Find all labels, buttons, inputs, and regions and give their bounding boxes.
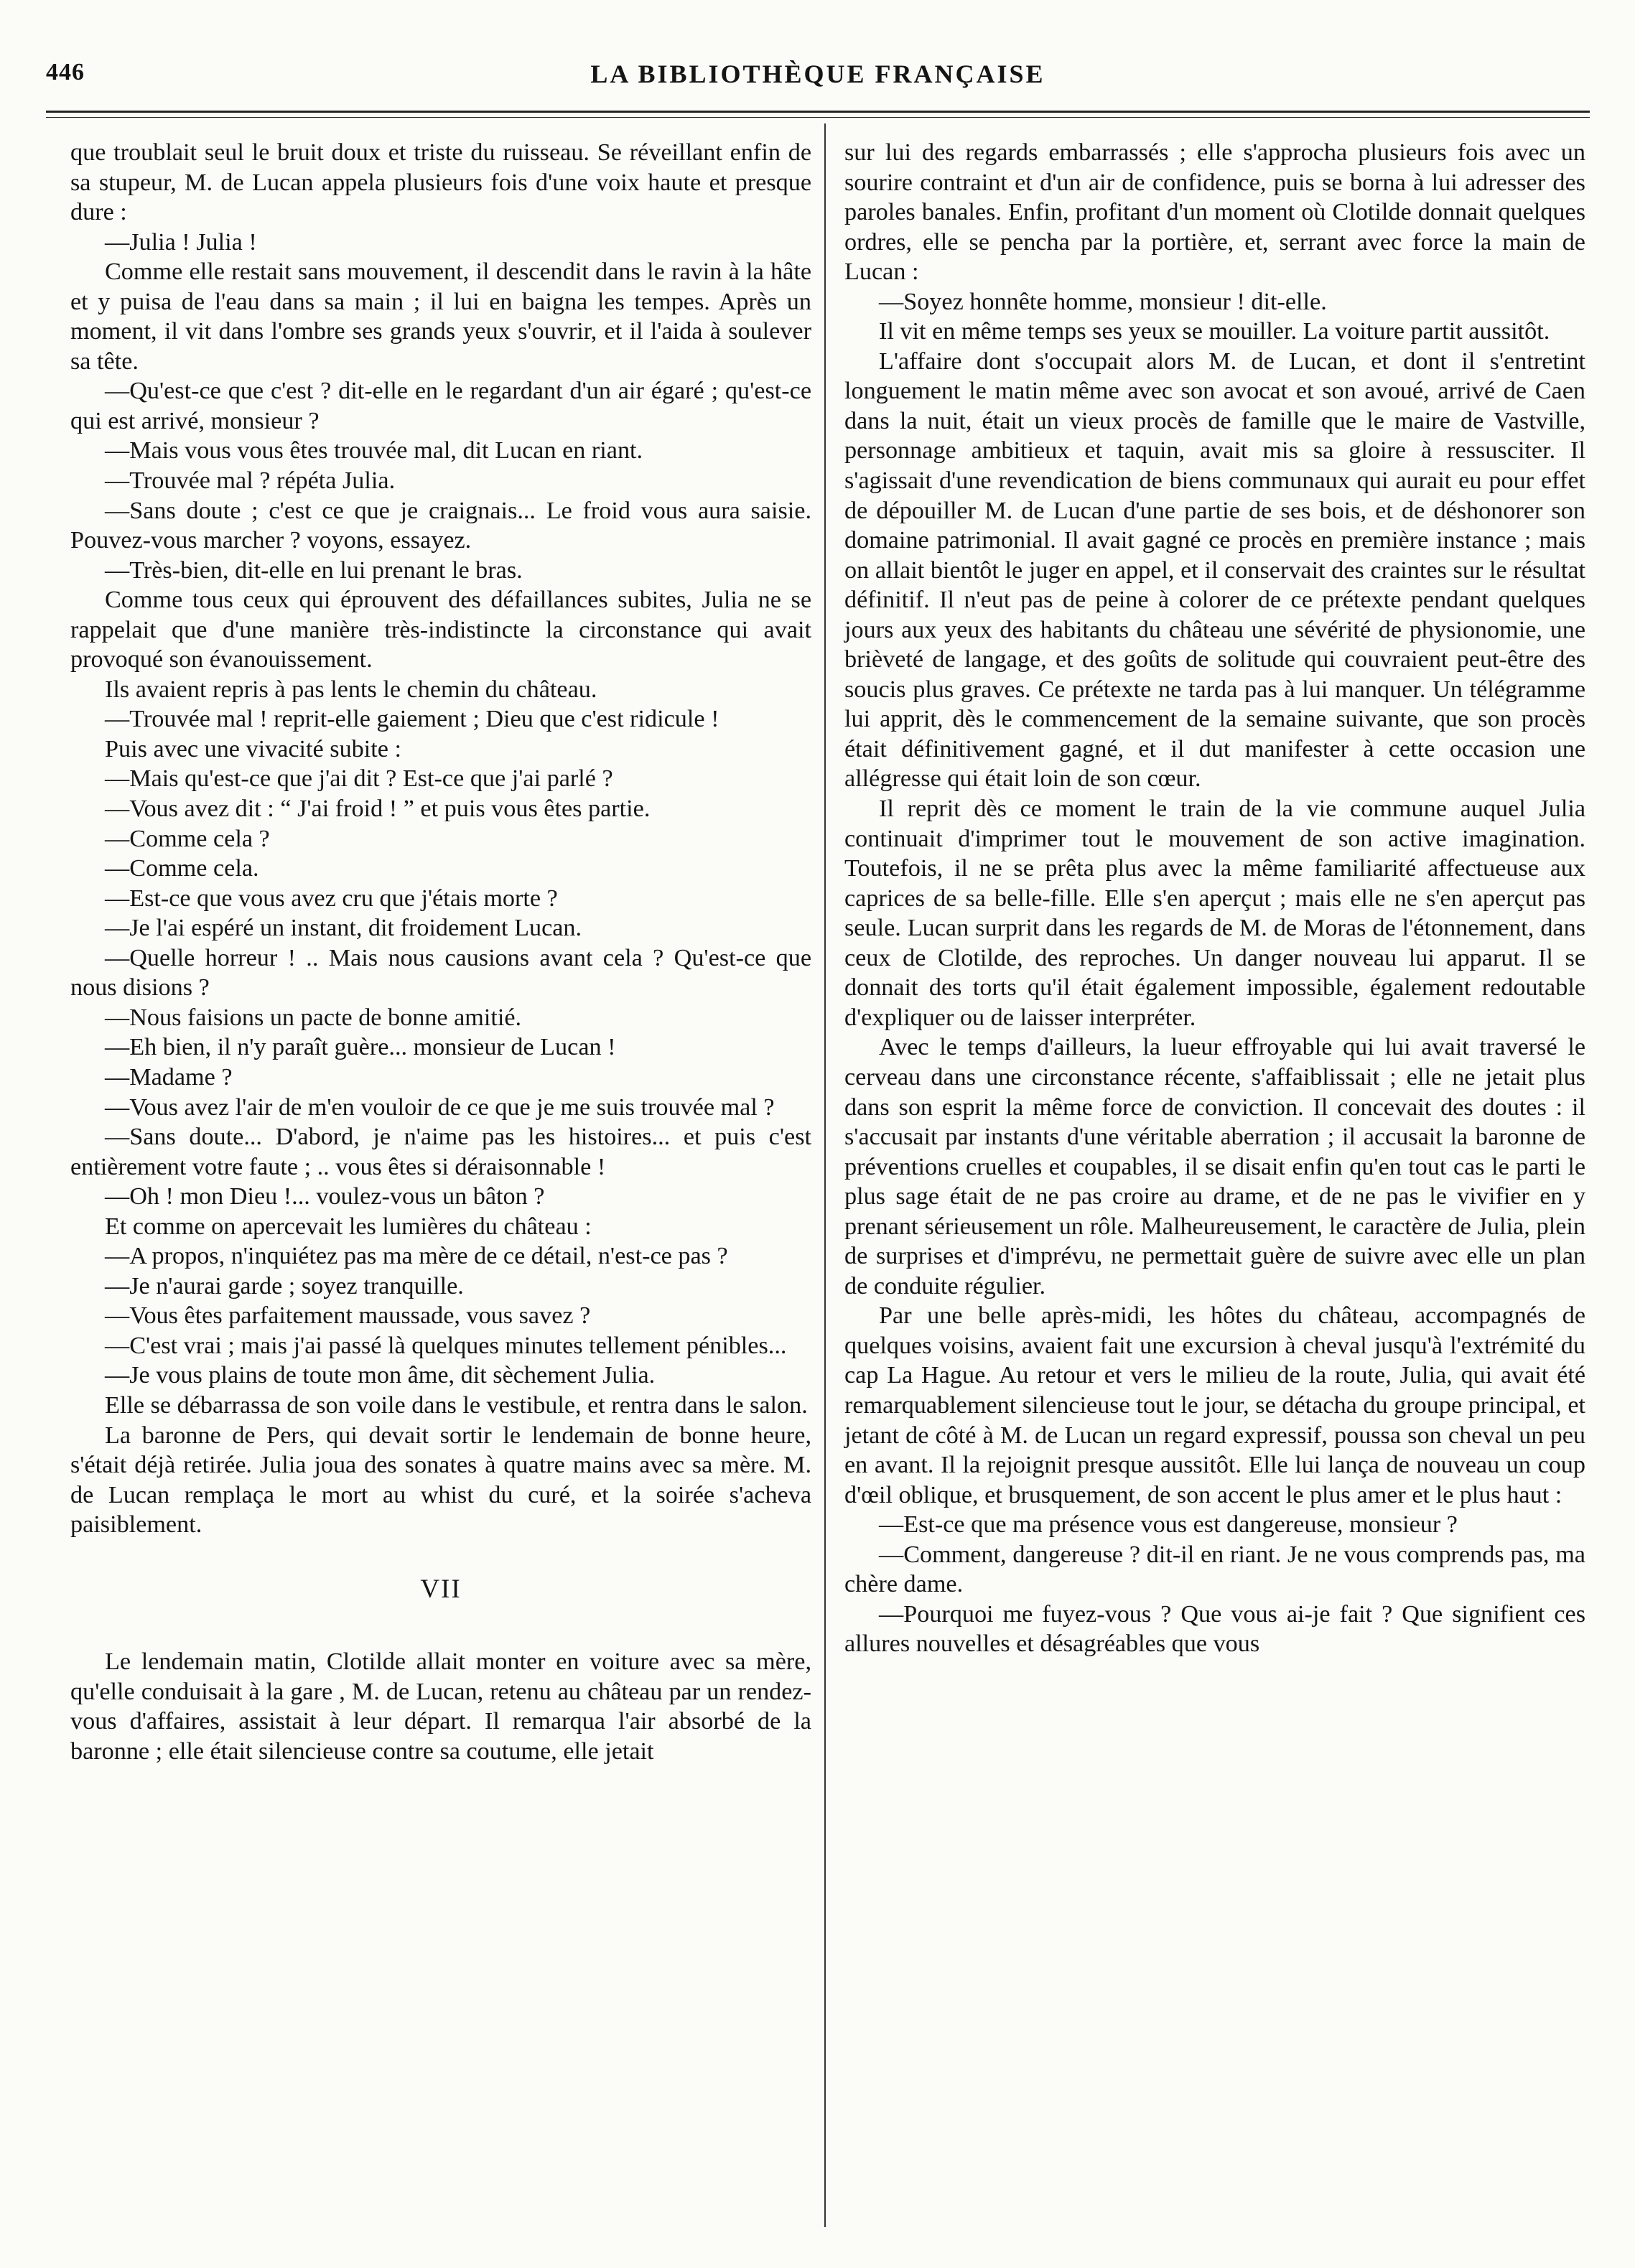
paragraph: —Trouvée mal ? répéta Julia. xyxy=(105,467,396,495)
paragraph: —Eh bien, il n'y paraît guère... monsieur de Lucan ! xyxy=(105,1034,616,1061)
paragraph: —C'est vrai ; mais j'ai passé là quelques minutes tellement pénibles... xyxy=(105,1332,787,1359)
paragraph: —Vous avez l'air de m'en vouloir de ce que je me suis trouvée mal ? xyxy=(105,1093,775,1121)
page-header xyxy=(46,59,1590,102)
paragraph: —Sans doute ; c'est ce que je craignais... Le froid vous aura saisie. Pouvez-vous marcher ? voyons, essayez. xyxy=(70,497,811,554)
paragraph: —Mais vous vous êtes trouvée mal, dit Lucan en riant. xyxy=(105,437,643,465)
paragraph: —Comment, dangereuse ? dit-il en riant. Je ne vous comprends pas, ma chère dame. xyxy=(844,1541,1585,1598)
paragraph: —Qu'est-ce que c'est ? dit-elle en le regardant d'un air égaré ; qu'est-ce qui est arrivé, monsieur ? xyxy=(70,378,811,434)
paragraph: —Très-bien, dit-elle en lui prenant le bras. xyxy=(105,556,523,584)
paragraph: Comme tous ceux qui éprouvent des défaillances subites, Julia ne se rappelait que d'une manière très-indistincte la circonstance qui avait provoqué son évanouissement. xyxy=(70,587,811,673)
running-title: LA BIBLIOTHÈQUE FRANÇAISE xyxy=(590,60,1045,88)
paragraph: Il vit en même temps ses yeux se mouiller. La voiture partit aussitôt. xyxy=(879,318,1550,345)
paragraph: Comme elle restait sans mouvement, il descendit dans le ravin à la hâte et y puisa de l'eau dans sa main ; il lui en baigna les tempes. Après un moment, il vit dans l'ombre ses grands yeux s'ouvrir, et il l'aida à soulever sa tête. xyxy=(70,258,811,375)
paragraph: Le lendemain matin, Clotilde allait monter en voiture avec sa mère, qu'elle conduisait à la gare , M. de Lucan, retenu au château par un rendez-vous d'affaires, assistait à leur départ. Il remarqua l'air absorbé de la baronne ; elle était silencieuse contre sa coutume, elle jetait xyxy=(70,1648,811,1765)
right-column xyxy=(844,138,1585,1659)
paragraph: Avec le temps d'ailleurs, la lueur effroyable qui lui avait traversé le cerveau dans une circonstance récente, s'affaiblissait ; elle ne jetait plus dans son esprit la même force de conviction. Il concevait des doutes : il s'accusait par instants d'une véritable aberration ; il accusait la baronne de préventions cruelles et coupables, il se disait enfin qu'en tout cas le parti le plus sage était de ne pas croire au drame, et de ne pas le vivifier en y prenant sérieusement un rôle. Malheureusement, le caractère de Julia, plein de surprises et d'imprévu, ne permettait guère de suivre avec elle un plan de conduite régulier. xyxy=(844,1034,1585,1299)
paragraph: —Est-ce que ma présence vous est dangereuse, monsieur ? xyxy=(879,1511,1458,1539)
paragraph: —Nous faisions un pacte de bonne amitié. xyxy=(105,1004,522,1031)
paragraph: Puis avec une vivacité subite : xyxy=(105,735,401,762)
column-separator xyxy=(824,123,826,2227)
paragraph: que troublait seul le bruit doux et triste du ruisseau. Se réveillant enfin de sa stupeur, M. de Lucan appela plusieurs fois d'une voix haute et presque dure : xyxy=(70,139,811,226)
paragraph: —Trouvée mal ! reprit-elle gaiement ; Dieu que c'est ridicule ! xyxy=(105,706,719,733)
paragraph: —Sans doute... D'abord, je n'aime pas les histoires... et puis c'est entièrement votre faute ; .. vous êtes si déraisonnable ! xyxy=(70,1124,811,1180)
paragraph: Il reprit dès ce moment le train de la vie commune auquel Julia continuait d'imprimer tout le mouvement de son active imagination. Toutefois, il ne se prêta plus avec la même familiarité affectueuse aux caprices de sa belle-fille. Elle s'en aperçut ; mais elle ne s'en aperçut pas seule. Lucan surprit dans les regards de M. de Moras de l'étonnement, dans ceux de Clotilde, des reproches. Un danger nouveau lui apparut. Il se donnait des torts qu'il était également impossible, également redoutable d'expliquer ou de laisser interpréter. xyxy=(844,795,1585,1031)
paragraph: Ils avaient repris à pas lents le chemin du château. xyxy=(105,676,597,703)
paragraph: —Je n'aurai garde ; soyez tranquille. xyxy=(105,1272,464,1299)
paragraph: —Pourquoi me fuyez-vous ? Que vous ai-je fait ? Que signifient ces allures nouvelles et désagréables que vous xyxy=(844,1600,1585,1658)
paragraph: —Soyez honnête homme, monsieur ! dit-elle. xyxy=(879,288,1327,315)
paragraph: —Vous êtes parfaitement maussade, vous savez ? xyxy=(105,1302,591,1330)
paragraph: —Comme cela. xyxy=(105,855,259,882)
paragraph: —Madame ? xyxy=(105,1063,233,1091)
paragraph: —Je vous plains de toute mon âme, dit sèchement Julia. xyxy=(105,1362,656,1389)
paragraph: —Mais qu'est-ce que j'ai dit ? Est-ce que j'ai parlé ? xyxy=(105,765,613,793)
paragraph: —Oh ! mon Dieu !... voulez-vous un bâton ? xyxy=(105,1183,545,1210)
header-rule-thin xyxy=(46,117,1590,118)
paragraph: —Est-ce que vous avez cru que j'étais morte ? xyxy=(105,885,558,912)
paragraph: —Comme cela ? xyxy=(105,825,270,852)
chapter-heading: VII xyxy=(420,1574,462,1604)
page-number: 446 xyxy=(46,59,85,85)
paragraph: Par une belle après-midi, les hôtes du château, accompagnés de quelques voisins, avaient fait une excursion à cheval jusqu'à l'extrémité du cap La Hague. Au retour et vers le milieu de la route, Julia, qui avait été remarquablement silencieuse tout le jour, se détacha du groupe principal, et jetant de côté à M. de Lucan un regard expressif, poussa son cheval un peu en avant. Il la rejoignit presque aussitôt. Elle lui lança de nouveau un coup d'œil oblique, et brusquement, de son accent le plus amer et le plus haut : xyxy=(844,1302,1585,1508)
paragraph: Elle se débarrassa de son voile dans le vestibule, et rentra dans le salon. xyxy=(105,1391,808,1419)
paragraph: sur lui des regards embarrassés ; elle s'approcha plusieurs fois avec un sourire contraint et d'un air de confidence, puis se borna à lui adresser des paroles banales. Enfin, profitant d'un moment où Clotilde donnait quelques ordres, elle se pencha par la portière, et, serrant avec force la main de Lucan : xyxy=(844,139,1585,286)
paragraph: —A propos, n'inquiétez pas ma mère de ce détail, n'est-ce pas ? xyxy=(105,1243,728,1270)
paragraph: Et comme on apercevait les lumières du château : xyxy=(105,1213,592,1240)
paragraph: —Julia ! Julia ! xyxy=(105,228,257,256)
paragraph: —Quelle horreur ! .. Mais nous causions avant cela ? Qu'est-ce que nous disions ? xyxy=(70,944,811,1002)
header-rule xyxy=(46,111,1590,113)
paragraph: L'affaire dont s'occupait alors M. de Lucan, et dont il s'entretint longuement le matin même avec son avocat et son avoué, arrivé de Caen dans la nuit, était un vieux procès de famille que le maire de Vastville, personnage ambitieux et taquin, avait mis sa gloire à ressusciter. Il s'agissait d'une revendication de biens communaux qui aurait eu pour effet de dépouiller M. de Lucan d'une partie de ses bois, et de déshonorer son domaine patrimonial. Il avait gagné ce procès en première instance ; mais on allait bientôt le juger en appel, et il conservait des craintes sur le résultat définitif. Il n'eut pas de peine à colorer de ce prétexte pendant quelques jours aux yeux des habitants du château une sévérité de physionomie, une brièveté de langage, et des goûts de solitude qui couvraient peut-être des soucis plus graves. Ce prétexte ne tarda pas à lui manquer. Un télégramme lui apprit, dès le commencement de la semaine suivante, que son procès était définitivement gagné, et il dut manifester à cette occasion une allégresse qui était loin de son cœur. xyxy=(844,347,1585,793)
left-column xyxy=(70,138,811,1766)
paragraph: —Je l'ai espéré un instant, dit froidement Lucan. xyxy=(105,915,582,942)
paragraph: La baronne de Pers, qui devait sortir le lendemain de bonne heure, s'était déjà retirée. Julia joua des sonates à quatre mains avec sa mère. M. de Lucan remplaça le mort au whist du curé, et la soirée s'acheva paisiblement. xyxy=(70,1422,811,1539)
paragraph: —Vous avez dit : “ J'ai froid ! ” et puis vous êtes partie. xyxy=(105,795,651,823)
